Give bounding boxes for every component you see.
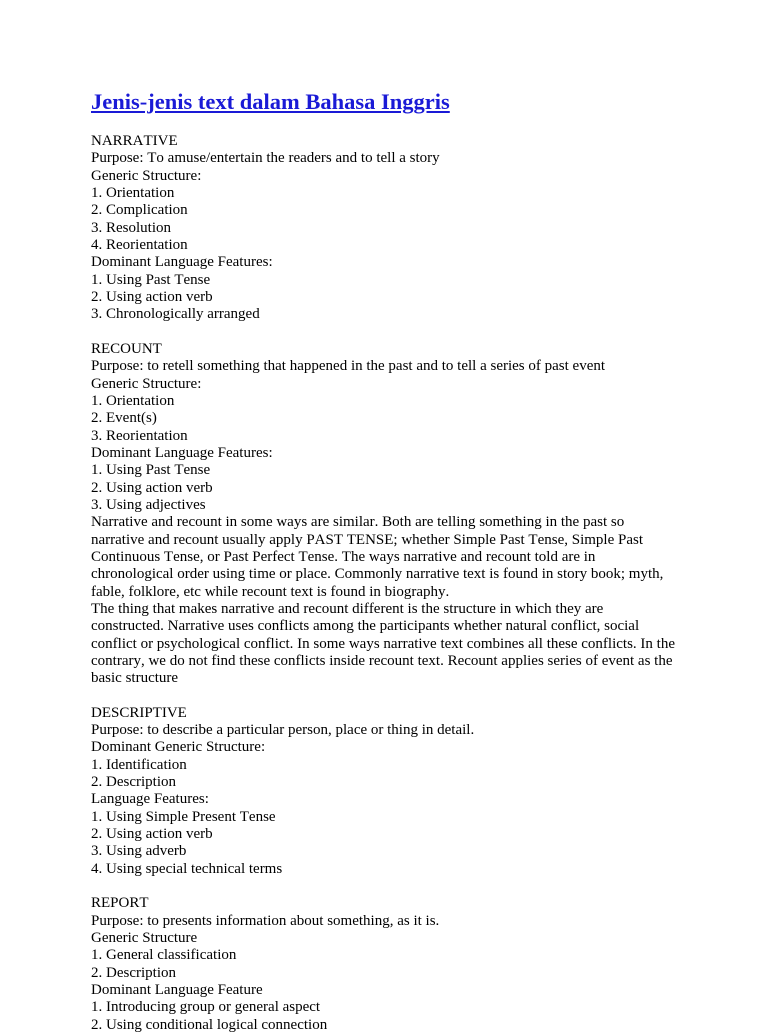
section-heading: DESCRIPTIVE [91, 704, 187, 721]
structure-label: Dominant Generic Structure: [91, 739, 266, 756]
purpose-line: Purpose: To amuse/entertain the readers and to tell a story [91, 150, 440, 167]
structure-item: 1. Orientation [91, 184, 175, 201]
feature-item: 3. Using adjectives [91, 496, 206, 513]
structure-item: 2. Description [91, 964, 176, 981]
document-body [91, 133, 731, 1034]
structure-label: Generic Structure: [91, 375, 202, 392]
section-heading: REPORT [91, 895, 149, 912]
feature-item: 1. Introducing group or general aspect [91, 999, 321, 1016]
feature-item: 1. Using Simple Present Tense [91, 808, 276, 825]
document-title-link[interactable]: Jenis-jenis text dalam Bahasa Inggris [91, 89, 450, 114]
feature-item: 3. Chronologically arranged [91, 306, 260, 323]
structure-item: 4. Reorientation [91, 236, 188, 253]
feature-item: 1. Using Past Tense [91, 462, 211, 479]
section-narrative [91, 133, 731, 324]
features-label: Dominant Language Feature [91, 982, 263, 999]
paragraph-line: fable, folklore, etc while recount text is found in biography. [91, 583, 450, 600]
paragraph-line: narrative and recount usually apply PAST TENSE; whether Simple Past Tense, Simple Past [91, 531, 643, 548]
paragraph-line: chronological order using time or place. Commonly narrative text is found in story book; myth, [91, 566, 664, 583]
section-descriptive [91, 705, 731, 878]
feature-item: 3. Using adverb [91, 843, 187, 860]
section-heading: RECOUNT [91, 340, 162, 357]
paragraph-line: Narrative and recount in some ways are similar. Both are telling something in the past so [91, 514, 625, 531]
feature-item: 4. Using special technical terms [91, 860, 283, 877]
paragraph-line: contrary, we do not find these conflicts inside recount text. Recount applies series of event as the [91, 652, 673, 669]
structure-item: 2. Event(s) [91, 410, 157, 427]
section-report [91, 895, 731, 1034]
paragraph-line: basic structure [91, 670, 179, 687]
feature-item: 2. Using conditional logical connection [91, 1016, 328, 1033]
structure-item: 3. Reorientation [91, 427, 188, 444]
paragraph-line: The thing that makes narrative and recount different is the structure in which they are [91, 600, 604, 617]
paragraph-line: conflict or psychological conflict. In some ways narrative text combines all these conflicts. In the [91, 635, 675, 652]
purpose-line: Purpose: to presents information about something, as it is. [91, 912, 440, 929]
paragraph-line: constructed. Narrative uses conflicts among the participants whether natural conflict, social [91, 618, 640, 635]
paragraph-line: Continuous Tense, or Past Perfect Tense. The ways narrative and recount told are in [91, 548, 596, 565]
feature-item: 1. Using Past Tense [91, 271, 211, 288]
structure-item: 1. General classification [91, 947, 237, 964]
features-label: Dominant Language Features: [91, 444, 273, 461]
feature-item: 2. Using action verb [91, 826, 213, 843]
structure-label: Generic Structure [91, 930, 198, 947]
structure-item: 2. Description [91, 774, 176, 791]
section-heading: NARRATIVE [91, 133, 178, 149]
structure-label: Generic Structure: [91, 167, 202, 184]
features-label: Language Features: [91, 791, 209, 808]
feature-item: 2. Using action verb [91, 288, 213, 305]
structure-item: 1. Identification [91, 756, 187, 773]
discussion-paragraph [91, 514, 731, 601]
structure-item: 3. Resolution [91, 219, 172, 236]
features-label: Dominant Language Features: [91, 254, 273, 271]
discussion-paragraph [91, 601, 731, 688]
purpose-line: Purpose: to describe a particular person, place or thing in detail. [91, 722, 475, 739]
feature-item: 2. Using action verb [91, 479, 213, 496]
purpose-line: Purpose: to retell something that happened in the past and to tell a series of past event [91, 358, 606, 375]
section-recount [91, 341, 731, 688]
structure-item: 1. Orientation [91, 392, 175, 409]
structure-item: 2. Complication [91, 202, 188, 219]
